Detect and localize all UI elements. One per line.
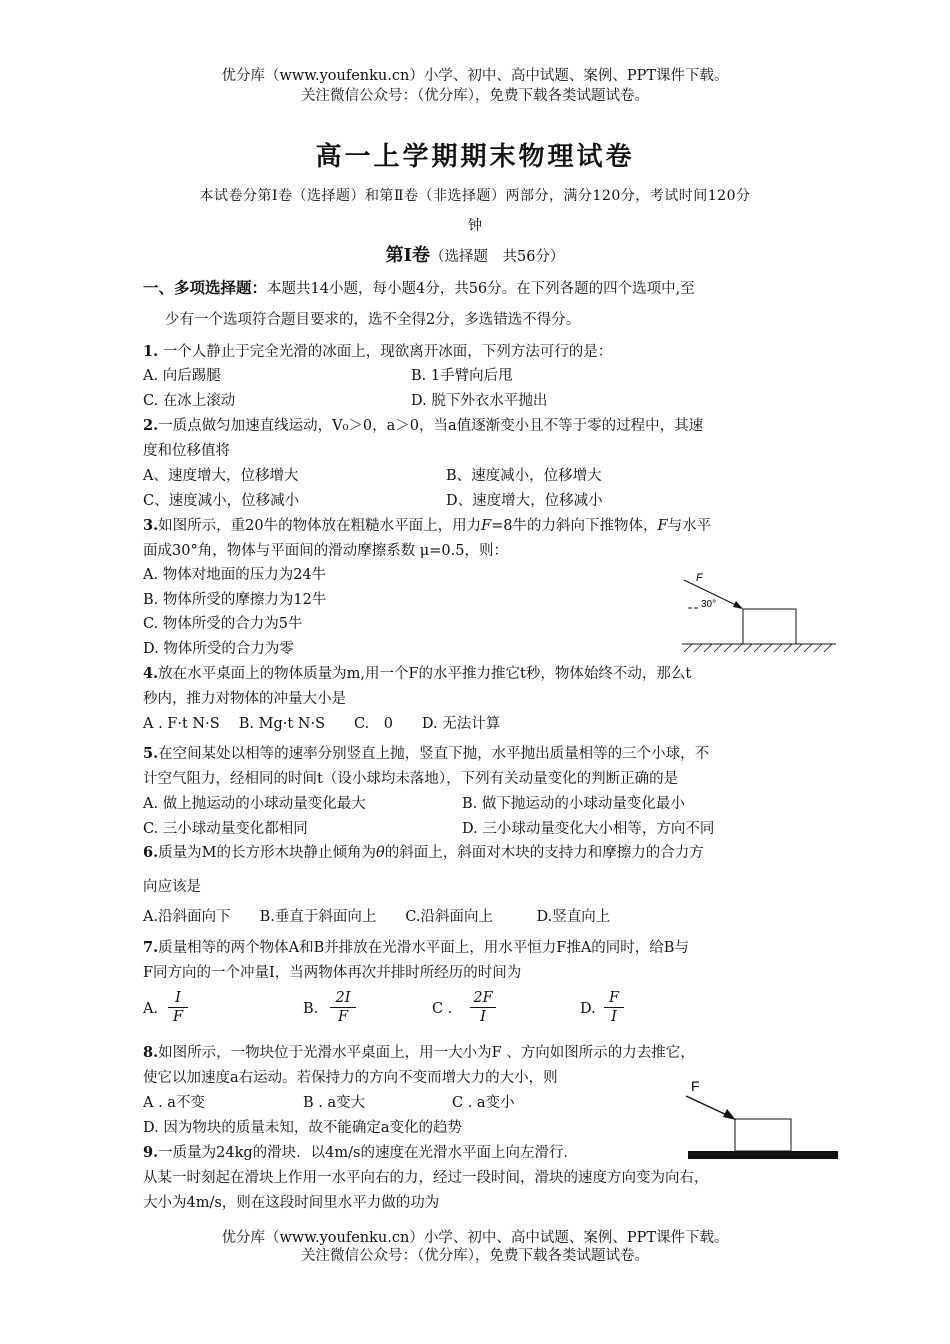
q6-options: A.沿斜面向下 B.垂直于斜面向上 C.沿斜面向上 D.竖直向上	[143, 909, 611, 925]
q4-num: 4.	[143, 665, 159, 682]
q7-b-numerator: 2I	[330, 989, 356, 1008]
q8-option-c: C . a变小	[452, 1095, 515, 1111]
q5-stem-2: 计空气阻力，经相同的时间t（设小球均未落地），下列有关动量变化的判断正确的是	[143, 771, 679, 787]
q1-option-c: C. 在冰上滚动	[143, 393, 236, 409]
q5-option-b: B. 做下抛运动的小球动量变化最小	[462, 796, 685, 812]
q7-stem-1	[143, 938, 689, 958]
q8-option-d: D. 因为物块的质量未知，故不能确定a变化的趋势	[143, 1120, 462, 1136]
section-1-label: 一、多项选择题：	[143, 280, 268, 297]
q7-option-d-fraction	[604, 989, 624, 1026]
q3-fig-angle-label: 30°	[701, 599, 717, 610]
q5-num: 5.	[143, 745, 159, 762]
q7-num: 7.	[143, 939, 159, 956]
q8-stem-1-text: 如图所示，一物块位于光滑水平桌面上，用一大小为F 、方向如图所示的力去推它，	[158, 1045, 695, 1061]
q8-option-b: B . a变大	[303, 1095, 366, 1111]
q3-ground-hatch	[684, 644, 832, 652]
q5-option-a: A. 做上抛运动的小球动量变化最大	[143, 796, 366, 812]
q1-option-d: D. 脱下外衣水平抛出	[411, 393, 548, 409]
header-line-1: 优分库（www.youfenku.cn）小学、初中、高中试题、案例、PPT课件下载。	[221, 68, 729, 84]
q3-force-symbol: F	[481, 518, 492, 534]
q8-stem-1	[143, 1043, 695, 1063]
q7-option-d-label: D.	[580, 1001, 596, 1017]
q7-c-numerator: 2F	[470, 989, 496, 1008]
q5-stem-1	[143, 744, 709, 764]
q8-block	[735, 1119, 791, 1151]
intro-line-1: 本试卷分第Ⅰ卷（选择题）和第Ⅱ卷（非选择题）两部分，满分120分，考试时间120分	[199, 188, 751, 204]
q4-stem-1	[143, 664, 691, 684]
q7-c-denominator: I	[480, 1009, 486, 1025]
q9-num: 9.	[143, 1144, 159, 1161]
q3-arrowhead	[733, 601, 743, 609]
q2-option-a: A、速度增大，位移增大	[143, 468, 299, 484]
q1-option-b: B. 1手臂向后甩	[411, 368, 513, 384]
q4-stem-2: 秒内，推力对物体的冲量大小是	[143, 691, 346, 707]
q6-stem-1a: 质量为M的长方形木块静止倾角为	[158, 845, 376, 861]
q2-stem-1	[143, 416, 703, 436]
section-1-line-2: 少有一个选项符合题目要求的，选不全得2分，多选错选不得分。	[165, 312, 581, 328]
q3-figure	[670, 568, 842, 658]
q2-stem-1-text: 一质点做匀加速直线运动，V₀＞0，a＞0，当a值逐渐变小且不等于零的过程中，其速	[158, 418, 704, 434]
q7-b-denominator: F	[337, 1009, 349, 1025]
q7-a-numerator: I	[168, 989, 188, 1008]
q2-stem-2: 度和位移值将	[143, 443, 230, 459]
q8-arrowhead	[723, 1109, 736, 1120]
q3-stem-1b: =8牛的力斜向下推物体，	[491, 518, 658, 534]
q7-stem-1-text: 质量相等的两个物体A和B并排放在光滑水平面上，用水平恒力F推A的同时，给B与	[158, 940, 689, 956]
q8-option-a: A . a不变	[143, 1095, 205, 1111]
q8-stem-2: 使它以加速度a右运动。若保持力的方向不变而增大力的大小，则	[143, 1070, 558, 1086]
q6-theta-symbol: θ	[376, 845, 385, 861]
header-line-2: 关注微信公众号：（优分库），免费下载各类试题试卷。	[301, 88, 649, 104]
q9-stem-1-text: 一质量为24kg的滑块．以4m/s的速度在光滑水平面上向左滑行．	[158, 1145, 578, 1161]
q3-force-symbol-2: F	[657, 518, 668, 534]
q4-stem-1-text: 放在水平桌面上的物体质量为m,用一个F的水平推力推它t秒，物体始终不动，那么t	[158, 666, 692, 682]
q3-stem-1c: 与水平	[667, 518, 712, 534]
q3-stem-1	[143, 516, 711, 536]
q7-d-denominator: I	[611, 1009, 617, 1025]
q7-d-numerator: F	[604, 989, 624, 1008]
q7-stem-2: F同方向的一个冲量I，当两物体再次并排时所经历的时间为	[143, 965, 522, 981]
q8-figure	[683, 1074, 843, 1162]
part-heading-sub: （选择题 共56分）	[429, 249, 565, 265]
q8-num: 8.	[143, 1044, 159, 1061]
footer-line-1: 优分库（www.youfenku.cn）小学、初中、高中试题、案例、PPT课件下载。	[221, 1230, 729, 1246]
q7-option-b-label: B.	[303, 1001, 319, 1017]
q3-option-c: C. 物体所受的合力为5牛	[143, 616, 303, 632]
q3-option-d: D. 物体所受的合力为零	[143, 641, 294, 657]
part-heading	[0, 246, 950, 267]
q7-option-a-fraction	[168, 989, 188, 1026]
q7-option-c-fraction	[470, 989, 496, 1026]
q8-fig-force-label: F	[691, 1078, 700, 1094]
q3-option-a: A. 物体对地面的压力为24牛	[143, 567, 327, 583]
q9-stem-2: 从某一时刻起在滑块上作用一水平向右的力，经过一段时间，滑块的速度方向变为向右，	[143, 1170, 709, 1186]
q8-table-surface	[688, 1151, 838, 1159]
q4-options: A . F·t N·S B. Mg·t N·S C. 0 D. 无法计算	[143, 716, 501, 732]
q2-option-c: C、速度减小，位移减小	[143, 493, 300, 509]
q5-stem-1-text: 在空间某处以相等的速率分别竖直上抛，竖直下抛，水平抛出质量相等的三个小球，不	[158, 746, 710, 762]
q2-num: 2.	[143, 417, 159, 434]
q6-stem-1b: 的斜面上，斜面对木块的支持力和摩擦力的合力方	[384, 845, 704, 861]
q1-stem-text: 一个人静止于完全光滑的冰面上，现欲离开冰面，下列方法可行的是：	[162, 344, 613, 360]
q1-stem	[143, 342, 612, 362]
q3-num: 3.	[143, 517, 159, 534]
section-1-line-1	[143, 279, 695, 299]
q7-a-denominator: F	[172, 1009, 184, 1025]
q6-num: 6.	[143, 844, 159, 861]
q3-stem-2: 面成30°角，物体与平面间的滑动摩擦系数 μ=0.5，则：	[143, 543, 508, 559]
q7-option-a-label: A.	[143, 1001, 159, 1017]
part-heading-main: 第Ⅰ卷	[385, 245, 430, 266]
q5-option-c: C. 三小球动量变化都相同	[143, 821, 308, 837]
q2-option-d: D、速度增大，位移减小	[446, 493, 603, 509]
footer-line-2: 关注微信公众号：（优分库），免费下载各类试题试卷。	[301, 1248, 649, 1264]
q1-num: 1.	[143, 343, 159, 360]
q7-option-b-fraction	[330, 989, 356, 1026]
q3-stem-1a: 如图所示，重20牛的物体放在粗糙水平面上，用力	[158, 518, 482, 534]
q6-stem-1	[143, 843, 704, 863]
q8-force-arrow	[686, 1096, 729, 1116]
q9-stem-3: 大小为4m/s，则在这段时间里水平力做的功为	[143, 1195, 440, 1211]
q7-option-c-label: C .	[432, 1001, 453, 1017]
q3-fig-force-label: F	[696, 572, 703, 584]
q5-option-d: D. 三小球动量变化大小相等，方向不同	[462, 821, 715, 837]
q3-option-b: B. 物体所受的摩擦力为12牛	[143, 592, 327, 608]
q3-block	[743, 609, 796, 644]
q2-option-b: B、速度减小，位移增大	[446, 468, 602, 484]
q1-option-a: A. 向后踢腿	[143, 368, 221, 384]
section-1-text-1: 本题共14小题，每小题4分，共56分。在下列各题的四个选项中,至	[267, 281, 695, 297]
intro-line-2: 钟	[468, 218, 482, 234]
q9-stem-1	[143, 1143, 578, 1163]
q6-stem-2: 向应该是	[143, 879, 201, 895]
page-title: 高一上学期期末物理试卷	[315, 142, 635, 172]
